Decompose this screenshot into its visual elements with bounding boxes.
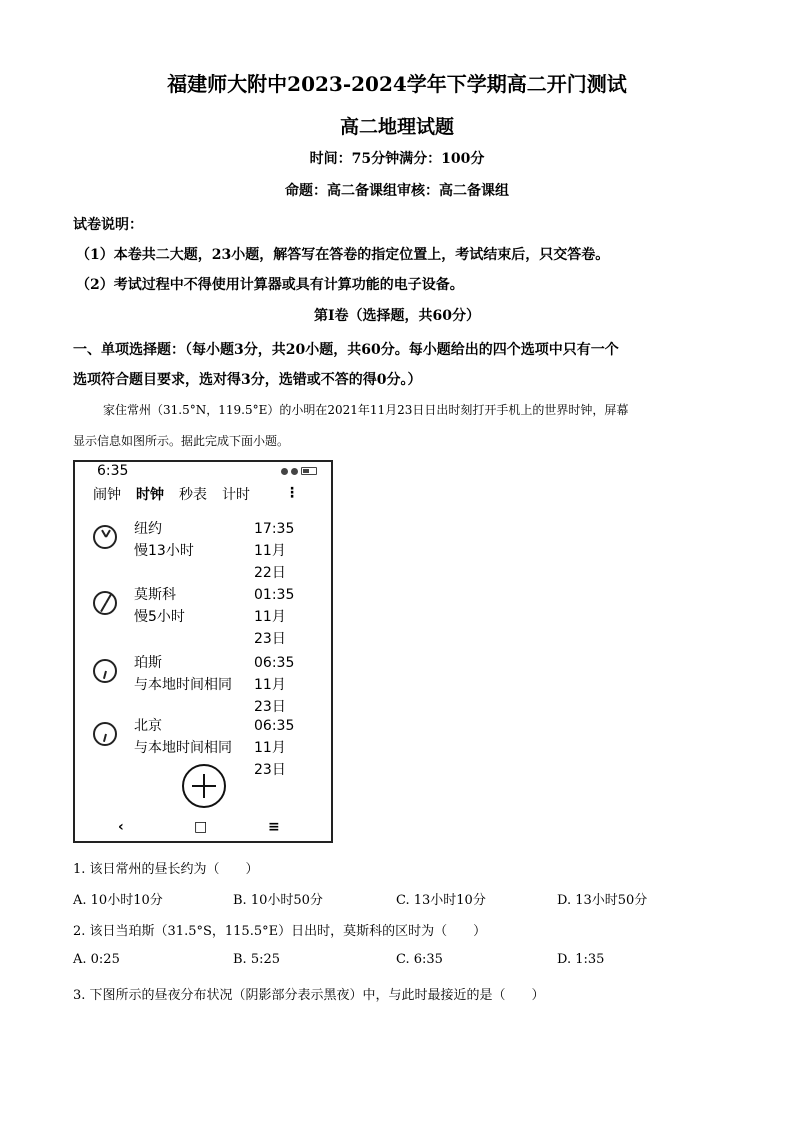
home-nav-icon[interactable]: □ [194, 819, 208, 835]
city-date: 11月23日 [254, 677, 286, 715]
clock-face-icon [93, 525, 117, 549]
question-1-stem: 1. 该日常州的昼长约为（ ） [73, 862, 259, 877]
clock-face-icon [93, 659, 117, 683]
tab-timer[interactable]: 计时 [222, 487, 250, 503]
time-offset: 与本地时间相同 [134, 740, 232, 756]
phone-world-clock-figure [73, 460, 333, 843]
status-bar-time: 6:35 [97, 463, 129, 479]
time-offset: 慢5小时 [134, 609, 185, 625]
tab-stopwatch[interactable]: 秒表 [179, 487, 207, 503]
menu-nav-icon[interactable]: ≡ [268, 819, 280, 835]
alarm-icon [281, 468, 288, 475]
status-icons [281, 467, 317, 475]
city-time: 01:35 [254, 587, 295, 603]
clock-item [91, 584, 301, 647]
authors-info: 命题：高二备课组审核：高二备课组 [285, 183, 509, 199]
section-title: 第Ⅰ卷（选择题，共60分） [313, 308, 481, 324]
back-nav-icon[interactable]: ‹ [118, 819, 124, 835]
time-offset: 与本地时间相同 [134, 677, 232, 693]
city-date: 11月23日 [254, 740, 286, 778]
question-2-stem: 2. 该日当珀斯（31.5°S，115.5°E）日出时，莫斯科的区时为（ ） [73, 924, 487, 939]
time-info: 时间：75分钟满分：100分 [309, 151, 485, 167]
question-stem-line-2: 显示信息如图所示。据此完成下面小题。 [73, 434, 290, 448]
tab-clock[interactable]: 时钟 [136, 487, 164, 503]
clock-item [91, 715, 301, 778]
more-vertical-icon[interactable]: ⋮ [285, 485, 299, 501]
city-name: 珀斯 [134, 655, 162, 671]
question-1-option-b: B. 10小时50分 [233, 893, 323, 908]
clock-face-icon [93, 722, 117, 746]
city-time: 06:35 [254, 655, 295, 671]
city-date: 11月23日 [254, 609, 286, 647]
city-name: 莫斯科 [134, 587, 176, 603]
question-stem-line-1: 家住常州（31.5°N，119.5°E）的小明在2021年11月23日日出时刻打开手机上的世界时钟，屏幕 [103, 403, 629, 417]
city-time: 06:35 [254, 718, 295, 734]
wifi-icon [291, 468, 298, 475]
part-instruction-line-2: 选项符合题目要求，选对得3分，选错或不答的得0分。） [73, 372, 422, 388]
instruction-item-1: （1）本卷共二大题，23小题，解答写在答卷的指定位置上，考试结束后，只交答卷。 [76, 247, 610, 263]
question-2-option-b: B. 5:25 [233, 952, 281, 967]
clock-tabs [93, 484, 250, 504]
city-name: 北京 [134, 718, 162, 734]
question-1-option-c: C. 13小时10分 [396, 893, 486, 908]
tab-alarm[interactable]: 闹钟 [93, 487, 121, 503]
clock-item [91, 652, 301, 715]
city-time: 17:35 [254, 521, 295, 537]
instruction-item-2: （2）考试过程中不得使用计算器或具有计算功能的电子设备。 [76, 277, 464, 293]
time-offset: 慢13小时 [134, 543, 194, 559]
add-clock-button[interactable] [182, 764, 226, 808]
question-2-option-c: C. 6:35 [396, 952, 443, 967]
question-2-option-d: D. 1:35 [557, 952, 605, 967]
exam-subtitle: 高二地理试题 [339, 116, 454, 138]
exam-title: 福建师大附中2023-2024学年下学期高二开门测试 [167, 72, 627, 96]
part-instruction-line-1: 一、单项选择题：（每小题3分，共20小题，共60分。每小题给出的四个选项中只有一个 [73, 342, 619, 358]
question-2-option-a: A. 0:25 [73, 952, 120, 967]
battery-icon [301, 467, 317, 475]
question-1-option-a: A. 10小时10分 [73, 893, 163, 908]
question-1-option-d: D. 13小时50分 [557, 893, 648, 908]
question-3-stem: 3. 下图所示的昼夜分布状况（阴影部分表示黑夜）中，与此时最接近的是（ ） [73, 988, 545, 1003]
clock-item [91, 518, 301, 581]
instructions-heading: 试卷说明： [73, 217, 143, 233]
clock-face-icon [93, 591, 117, 615]
city-name: 纽约 [134, 521, 162, 537]
city-date: 11月22日 [254, 543, 286, 581]
